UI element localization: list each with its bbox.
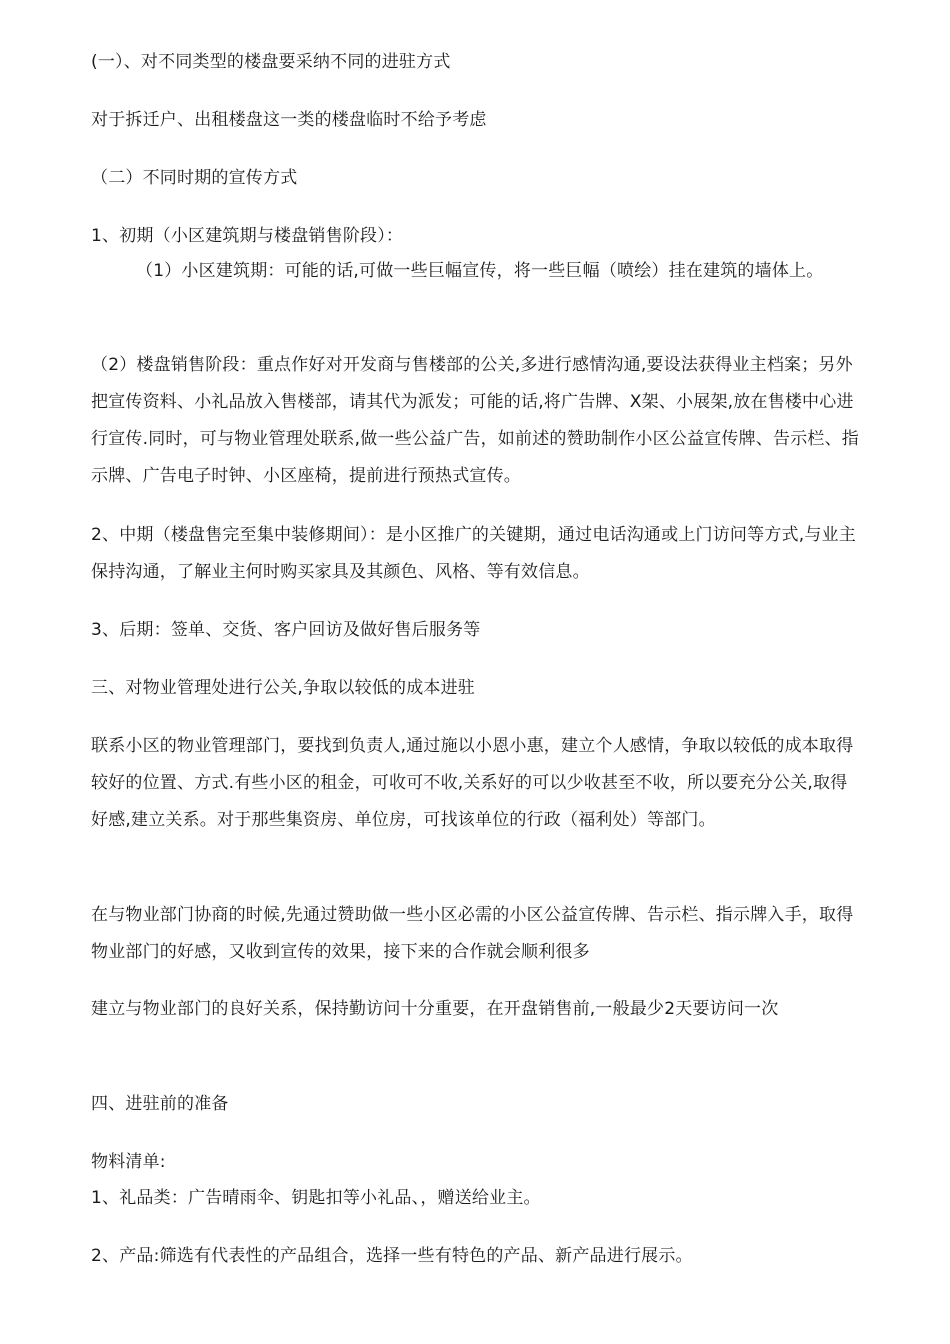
heading-preparation: 四、进驻前的准备 <box>91 1094 229 1114</box>
label-material-list: 物料清单: <box>91 1152 166 1172</box>
paragraph-construction-phase: （1）小区建筑期：可能的话,可做一些巨幅宣传，将一些巨幅（喷绘）挂在建筑的墙体上。 <box>136 261 824 281</box>
paragraph-relationship: 建立与物业部门的良好关系，保持勤访问十分重要，在开盘销售前,一般最少2天要访问一次 <box>91 999 779 1019</box>
list-item-products: 2、产品:筛选有代表性的产品组合，选择一些有特色的产品、新产品进行展示。 <box>91 1246 693 1266</box>
paragraph-excluded-buildings: 对于拆迁户、出租楼盘这一类的楼盘临时不给予考虑 <box>91 110 487 130</box>
heading-entry-methods: (一）、对不同类型的楼盘要采纳不同的进驻方式 <box>91 52 451 72</box>
paragraph-late-period: 3、后期：签单、交货、客户回访及做好售后服务等 <box>91 620 481 640</box>
list-item-gifts: 1、礼品类：广告晴雨伞、钥匙扣等小礼品、，赠送给业主。 <box>91 1188 541 1208</box>
heading-property-management: 三、对物业管理处进行公关,争取以较低的成本进驻 <box>91 678 476 698</box>
paragraph-middle-period: 2、中期（楼盘售完至集中装修期间）：是小区推广的关键期，通过电话沟通或上门访问等方式,与业主保持沟通，了解业主何时购买家具及其颜色、风格、等有效信息。 <box>91 525 856 582</box>
heading-promotion-periods: （二）不同时期的宣传方式 <box>91 168 298 188</box>
paragraph-negotiation: 在与物业部门协商的时候,先通过赞助做一些小区必需的小区公益宣传牌、告示栏、指示牌入手，取得物业部门的好感，又收到宣传的效果，接下来的合作就会顺利很多 <box>91 905 854 962</box>
heading-early-period: 1、初期（小区建筑期与楼盘销售阶段）： <box>91 226 404 246</box>
paragraph-contact-management: 联系小区的物业管理部门，要找到负责人,通过施以小恩小惠，建立个人感情，争取以较低的成本取得较好的位置、方式.有些小区的租金，可收可不收,关系好的可以少收甚至不收，所以要充分公关,取得好感,建立关系。对于那些集资房、单位房，可找该单位的行政（福利处）等部门。 <box>91 736 854 830</box>
paragraph-sales-phase: （2）楼盘销售阶段：重点作好对开发商与售楼部的公关,多进行感情沟通,要设法获得业主档案；另外把宣传资料、小礼品放入售楼部，请其代为派发；可能的话,将广告牌、X架、小展架,放在售楼中心进行宣传.同时，可与物业管理处联系,做一些公益广告，如前述的赞助制作小区公益宣传牌、告示栏、指示牌、广告电子时钟、小区座椅，提前进行预热式宣传。 <box>91 355 860 486</box>
